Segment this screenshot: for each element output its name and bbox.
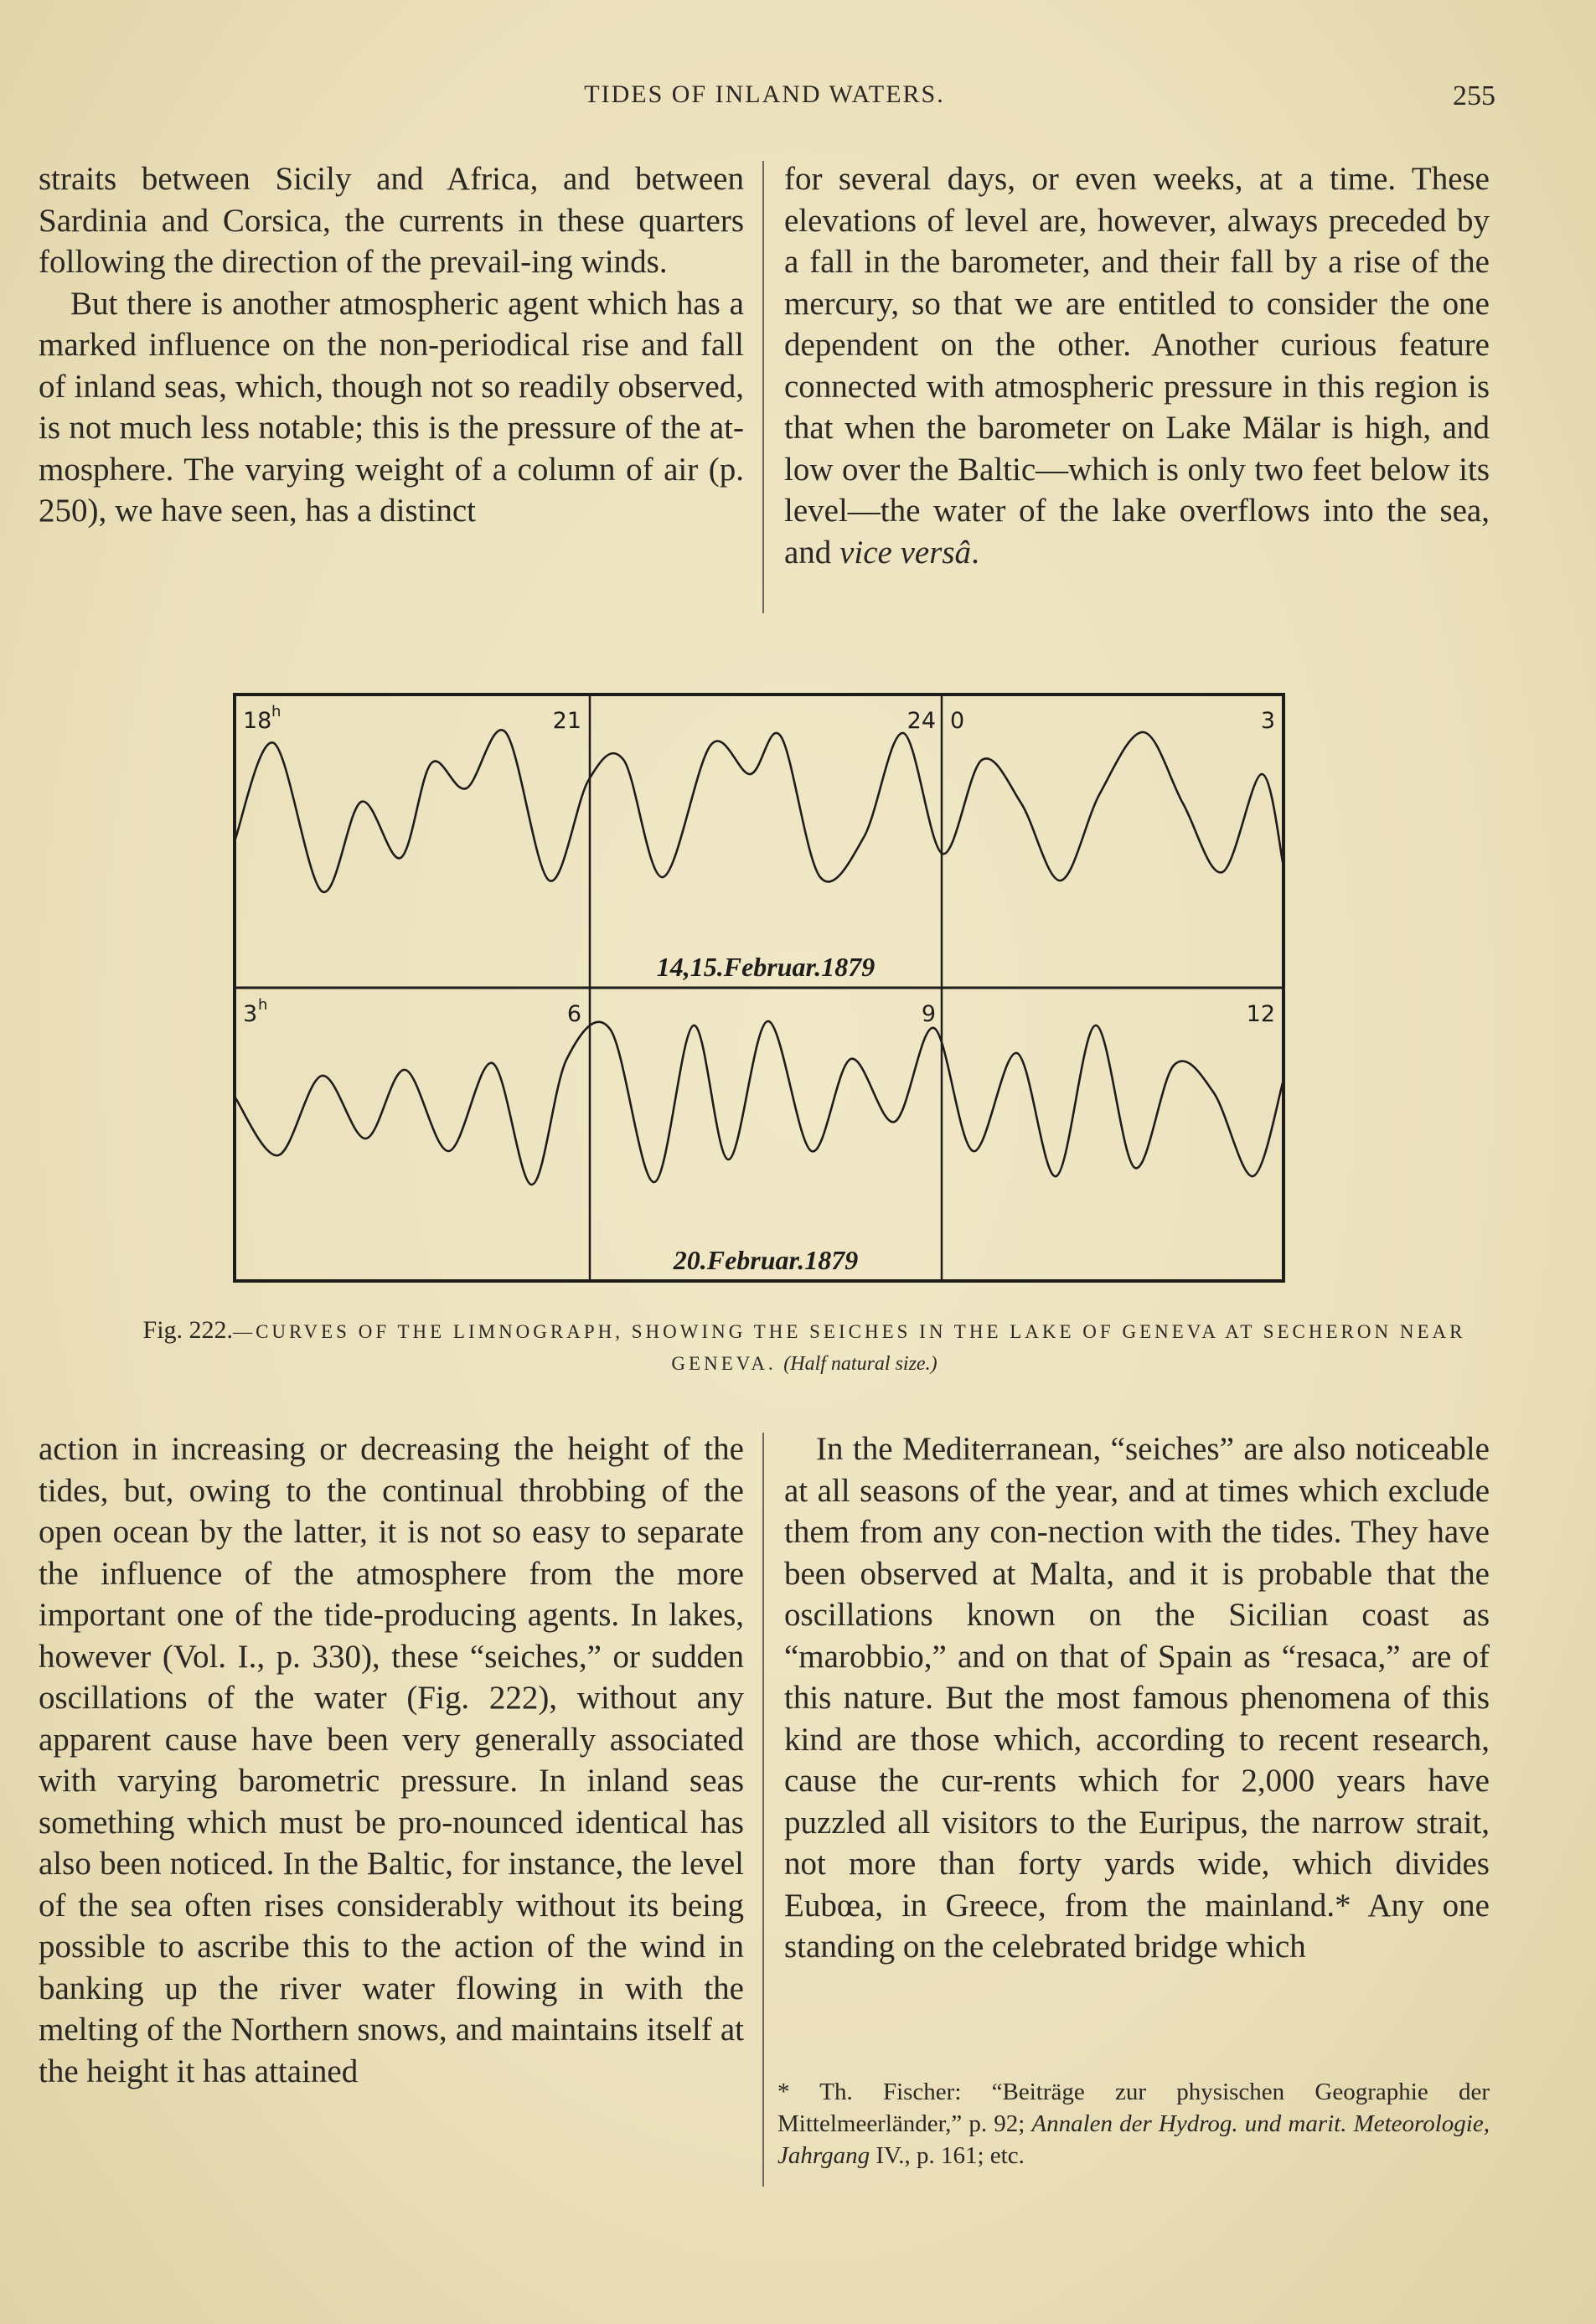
caption-text: —CURVES OF THE LIMNOGRAPH, SHOWING THE SEICHES IN THE LAKE OF GENEVA AT SECHERON NEAR GENEVA. (233, 1321, 1466, 1374)
column-bottom-right (784, 1428, 1490, 1968)
running-title: TIDES OF INLAND WATERS. (584, 80, 945, 108)
column-bottom-left (39, 1428, 744, 2092)
hour-label-superscript: h (271, 703, 281, 720)
caption-number: Fig. 222. (142, 1316, 234, 1344)
hour-label: 0 (950, 708, 965, 734)
page-number: 255 (1453, 80, 1495, 111)
column-divider (762, 161, 764, 613)
hour-label: 12 (1246, 1001, 1275, 1027)
hour-label: 6 (566, 1001, 581, 1027)
paragraph: straits between Sicily and Africa, and between Sardinia and Corsica, the currents in these quarters following the direction of the prevail-ing winds. (39, 161, 744, 280)
paragraph (784, 158, 1490, 573)
paragraph-text: for several days, or even weeks, at a time. These elevations of level are, however, always preceded by a fall in the barometer, and their fall by a rise of the mercury, so that we are entitled to consider the one dependent on the other. Another curious feature connected with atmospheric pressure in this region is that when the barometer on Lake Mälar is high, and low over the Baltic—which is only two feet below its level—the water of the lake overflows into the sea, and (784, 161, 1490, 571)
hour-label: 9 (921, 1001, 936, 1027)
column-divider (762, 1433, 764, 2187)
hour-label-superscript: h (258, 996, 268, 1014)
date-label: 20.Februar.1879 (673, 1245, 859, 1275)
running-head (0, 80, 1596, 122)
footnote-suffix: IV., p. 161; etc. (870, 2142, 1025, 2169)
paragraph-end: . (971, 534, 979, 571)
date-label: 14,15.Februar.1879 (656, 952, 875, 982)
seiche-curve-2 (235, 1021, 1284, 1185)
caption-note: (Half natural size.) (783, 1353, 937, 1375)
hour-label-start: 3 (243, 1001, 258, 1027)
column-top-right (784, 158, 1490, 573)
paragraph: In the Mediterranean, “seiches” are also noticeable at all seasons of the year, and at times which exclude them from any con-nection with the tides. They have been observed at Malta, and it is probable that the oscillations known on the Sicilian coast as “marobbio,” and on that of Spain as “resaca,” are of this nature. But the most famous phenomena of this kind are those which, according to recent research, cause the cur-rents which for 2,000 years have puzzled all visitors to the Euripus, the narrow strait, not more than forty yards wide, which divides Eubœa, in Greece, from the mainland.* Any one standing on the celebrated bridge which (784, 1431, 1490, 1965)
footnote-prefix: * Th. Fischer: “Beiträge zur physischen Geographie der Mittelmeerländer,” p. 92; (777, 2079, 1490, 2137)
footnote (777, 2076, 1490, 2172)
footnote-italic: Annalen der Hydrog. und marit. Meteorologie, Jahrgang (777, 2110, 1490, 2169)
hour-label: 3 (1260, 708, 1275, 734)
figure-caption (101, 1314, 1508, 1380)
hour-label: 21 (552, 708, 581, 734)
figure-222 (231, 691, 1287, 1284)
limnograph-chart (231, 691, 1287, 1284)
hour-label-start: 18 (243, 708, 272, 734)
hour-label: 24 (906, 708, 936, 734)
paragraph: action in increasing or decreasing the height of the tides, but, owing to the continual throbbing of the open ocean by the latter, it is not so easy to separate the influence of the atmosphere from the more important one of the tide-producing agents. In lakes, however (Vol. I., p. 330), these “seiches,” or sudden oscillations of the water (Fig. 222), without any apparent cause have been very generally associated with varying barometric pressure. In inland seas something which must be pro-nounced identical has also been noticed. In the Baltic, for instance, the level of the sea often rises considerably without its being possible to ascribe this to the action of the wind in banking up the river water flowing in with the melting of the Northern snows, and maintains itself at the height it has attained (39, 1431, 744, 2089)
paragraph: But there is another atmospheric agent which has a marked influence on the non-periodical rise and fall of inland seas, which, though not so readily observed, is not much less notable; this is the pressure of the at-mosphere. The varying weight of a column of air (p. 250), we have seen, has a distinct (39, 285, 744, 529)
column-top-left (39, 158, 744, 532)
italic-phrase: vice versâ (839, 534, 972, 571)
seiche-curve-1 (235, 730, 1284, 892)
